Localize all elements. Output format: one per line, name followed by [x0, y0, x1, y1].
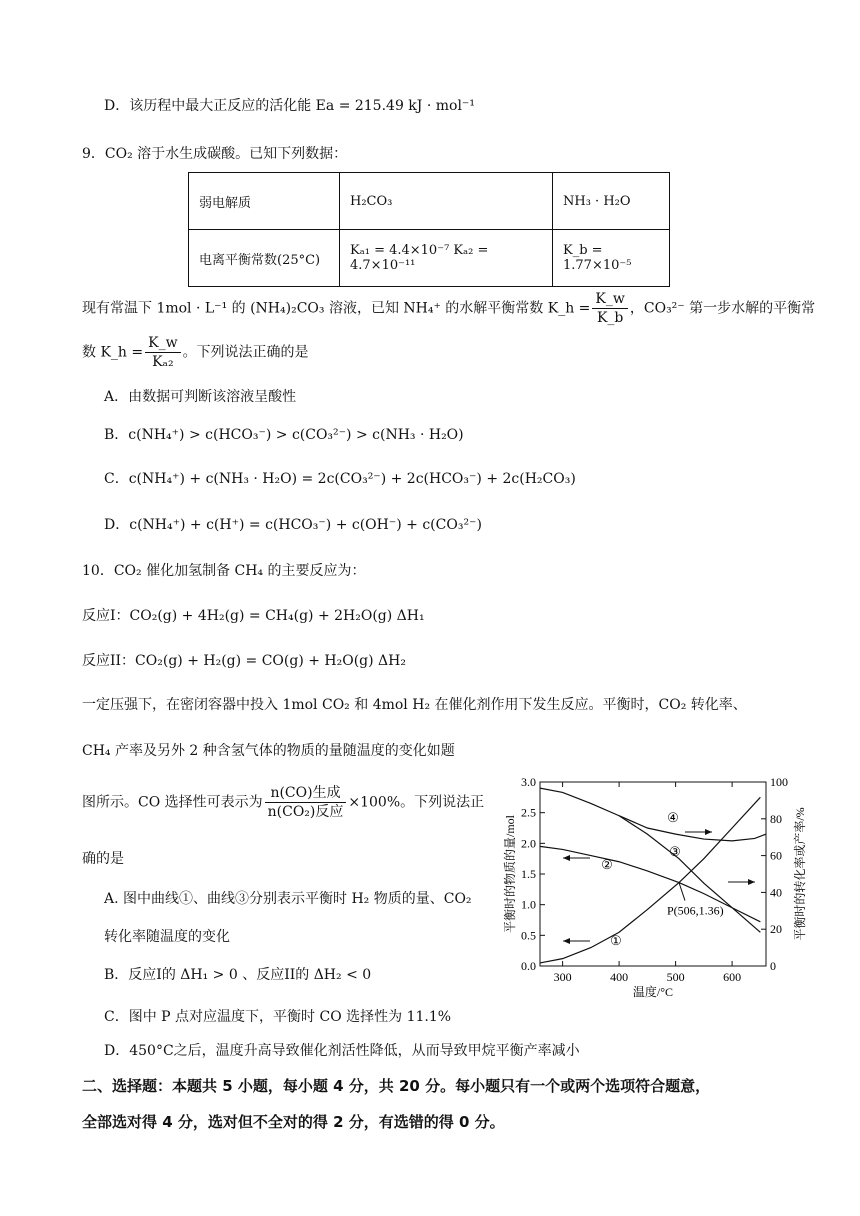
y-right-tick-label: 0	[770, 959, 776, 973]
series-line-③	[540, 788, 760, 932]
y-right-tick-label: 40	[770, 885, 782, 900]
q10-text-3: 图所示。CO 选择性可表示为 $\frac{\text{n(CO)生成}}{\text{n(CO₂)反应}}$ ×100%。下列说法正	[82, 785, 485, 820]
table-row	[189, 173, 670, 230]
y-left-tick-label: 1.0	[521, 897, 536, 912]
direction-arrow	[563, 938, 590, 944]
y-right-tick-label: 20	[770, 922, 782, 937]
y-right-tick-label: 100	[770, 775, 788, 789]
arrow-head	[705, 829, 712, 835]
q9-stem: 9．CO₂ 溶于水生成碳酸。已知下列数据：	[82, 146, 348, 162]
series-label: ②	[601, 857, 613, 872]
kh-fraction-co3: $\frac{K\_w}{\text{Kₐ₂}}$	[145, 334, 180, 371]
x-tick-label: 500	[666, 970, 685, 984]
y-left-tick-label: 3.0	[521, 775, 536, 789]
series-label: ①	[610, 933, 622, 948]
q9-option-d: D．c(NH₄⁺) + c(H⁺) = c(HCO₃⁻) + c(OH⁻) + c(CO₃²⁻)	[104, 517, 482, 533]
section-2-heading-line2: 全部选对得 4 分，选对但不全对的得 2 分，有选错的得 0 分。	[82, 1113, 505, 1131]
x-axis-label: 温度/°C	[632, 985, 674, 999]
table-cell: K_b = 1.77×10⁻⁵	[553, 230, 670, 287]
direction-arrow	[563, 855, 590, 861]
kh-fraction-nh4: $\frac{K\_w}{K\_b}$	[592, 290, 627, 327]
ionization-constant-table	[188, 172, 670, 287]
q10-text-2: CH₄ 产率及另外 2 种含氢气体的物质的量随温度的变化如题	[82, 743, 455, 759]
co-selectivity-fraction: $\frac{\text{n(CO)生成}}{\text{n(CO₂)反应}}$	[265, 784, 347, 821]
y-left-axis-label: 平衡时的物质的量/mol	[503, 814, 517, 934]
x-tick-label: 300	[553, 970, 572, 984]
table-cell: NH₃ · H₂O	[553, 173, 670, 230]
table-cell: 弱电解质	[189, 173, 340, 230]
table-row	[189, 230, 670, 287]
q10-option-a-line1: A. 图中曲线①、曲线③分别表示平衡时 H₂ 物质的量、CO₂	[104, 891, 472, 907]
table-cell: H₂CO₃	[340, 173, 553, 230]
q9-option-c: C．c(NH₄⁺) + c(NH₃ · H₂O) = 2c(CO₃²⁻) + 2c(HCO₃⁻) + 2c(H₂CO₃)	[104, 471, 576, 487]
arrow-head	[748, 879, 755, 885]
y-left-tick-label: 1.5	[521, 867, 536, 881]
q10-stem: 10．CO₂ 催化加氢制备 CH₄ 的主要反应为：	[82, 563, 366, 579]
q8-option-d: D．该历程中最大正反应的活化能 Ea = 215.49 kJ · mol⁻¹	[104, 98, 475, 114]
series-label: ④	[667, 810, 679, 825]
q9-text-line1: 现有常温下 1mol · L⁻¹ 的 (NH₄)₂CO₃ 溶液，已知 NH₄⁺ 的水解平衡常数 K_h = $\frac{K\_w}{K\_b}$ ，CO₃²⁻ 第一步水解的平衡常	[82, 291, 816, 326]
plot-frame	[540, 782, 766, 966]
point-label: P(506,1.36)	[666, 903, 724, 918]
x-tick-label: 400	[610, 970, 629, 984]
table-cell: 电离平衡常数(25°C)	[189, 230, 340, 287]
q10-option-d: D．450°C之后，温度升高导致催化剂活性降低，从而导致甲烷平衡产率减小	[104, 1043, 580, 1059]
q10-option-b: B．反应I的 ΔH₁ > 0 、反应II的 ΔH₂ < 0	[104, 967, 372, 983]
y-right-tick-label: 80	[770, 811, 782, 826]
q10-reaction-2: 反应II：CO₂(g) + H₂(g) = CO(g) + H₂O(g) ΔH₂	[82, 653, 406, 669]
y-right-tick-label: 60	[770, 848, 782, 863]
x-tick-label: 600	[723, 970, 742, 984]
equilibrium-chart	[490, 770, 820, 1005]
arrow-head	[563, 938, 570, 944]
section-2-heading-line1: 二、选择题：本题共 5 小题，每小题 4 分，共 20 分。每小题只有一个或两个选项符合题意，	[82, 1077, 711, 1095]
q10-option-a-line2: 转化率随温度的变化	[104, 929, 230, 945]
direction-arrow	[728, 879, 755, 885]
y-right-axis-label: 平衡时的转化率或产率/%	[793, 807, 807, 941]
q10-option-c: C．图中 P 点对应温度下，平衡时 CO 选择性为 11.1%	[104, 1009, 452, 1025]
q9-option-b: B．c(NH₄⁺) > c(HCO₃⁻) > c(CO₃²⁻) > c(NH₃ · H₂O)	[104, 427, 464, 443]
y-left-tick-label: 0.0	[521, 959, 536, 973]
table-cell: Kₐ₁ = 4.4×10⁻⁷ Kₐ₂ = 4.7×10⁻¹¹	[340, 230, 553, 287]
direction-arrow	[685, 829, 712, 835]
series-line-①	[540, 797, 760, 963]
q10-text-1: 一定压强下，在密闭容器中投入 1mol CO₂ 和 4mol H₂ 在催化剂作用下发生反应。平衡时，CO₂ 转化率、	[82, 697, 747, 713]
series-line-④	[619, 816, 766, 841]
q9-text-line2: 数 K_h = $\frac{K\_w}{\text{Kₐ₂}}$ 。下列说法正确的是	[82, 335, 309, 370]
y-left-tick-label: 0.5	[521, 928, 536, 943]
q10-text-4: 确的是	[82, 851, 124, 867]
y-left-tick-label: 2.5	[521, 805, 536, 820]
q10-reaction-1: 反应I：CO₂(g) + 4H₂(g) = CH₄(g) + 2H₂O(g) ΔH₁	[82, 608, 425, 624]
arrow-head	[563, 855, 570, 861]
y-left-tick-label: 2.0	[521, 836, 536, 851]
series-label: ③	[669, 844, 681, 859]
q9-option-a: A．由数据可判断该溶液呈酸性	[104, 389, 297, 405]
